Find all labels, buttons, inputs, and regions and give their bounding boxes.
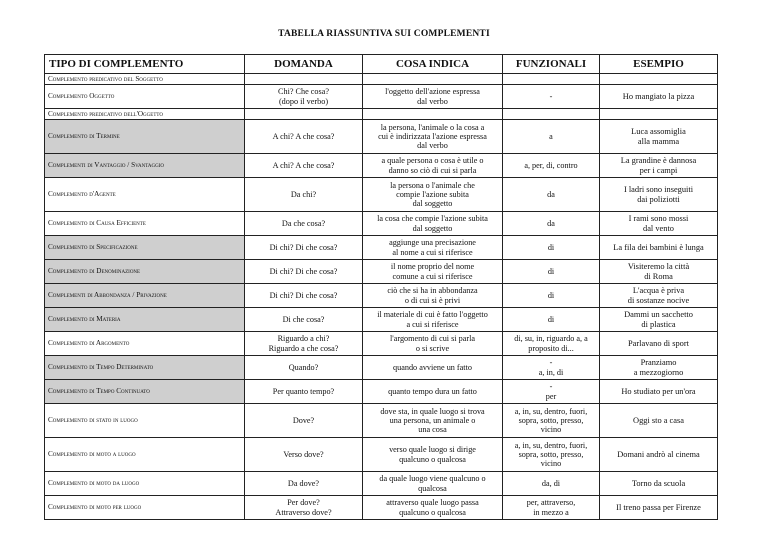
- cell-tipo: Complemento predicativo del Soggetto: [45, 74, 245, 85]
- header-tipo: TIPO DI COMPLEMENTO: [45, 55, 245, 74]
- table-row: [45, 109, 718, 120]
- cell-funzionali: di, su, in, riguardo a, a proposito di...: [503, 332, 600, 356]
- cell-funzionali: [503, 74, 600, 85]
- table-row: [45, 496, 718, 520]
- cell-funzionali: di: [503, 308, 600, 332]
- table-row: [45, 472, 718, 496]
- cell-cosa-indica: a quale persona o cosa è utile o danno so ciò di cui si parla: [363, 154, 503, 178]
- cell-esempio: Parlavano di sport: [600, 332, 718, 356]
- cell-cosa-indica: attraverso quale luogo passa qualcuno o qualcosa: [363, 496, 503, 520]
- header-cosa-indica: COSA INDICA: [363, 55, 503, 74]
- cell-funzionali: - a, in, di: [503, 356, 600, 380]
- cell-tipo: Complemento di Tempo Continuato: [45, 380, 245, 404]
- cell-cosa-indica: quando avviene un fatto: [363, 356, 503, 380]
- table-row: [45, 356, 718, 380]
- cell-tipo: Complemento di moto a luogo: [45, 438, 245, 472]
- cell-cosa-indica: la persona o l'animale che compie l'azione subita dal soggetto: [363, 178, 503, 212]
- cell-cosa-indica: il nome proprio del nome comune a cui si riferisce: [363, 260, 503, 284]
- table-row: [45, 260, 718, 284]
- cell-tipo: Complementi di Vantaggio / Svantaggio: [45, 154, 245, 178]
- cell-domanda: Verso dove?: [245, 438, 363, 472]
- header-funzionali: FUNZIONALI: [503, 55, 600, 74]
- cell-domanda: Di che cosa?: [245, 308, 363, 332]
- cell-esempio: I ladri sono inseguiti dai poliziotti: [600, 178, 718, 212]
- cell-tipo: Complemento Oggetto: [45, 85, 245, 109]
- cell-esempio: La grandine è dannosa per i campi: [600, 154, 718, 178]
- cell-funzionali: -: [503, 85, 600, 109]
- cell-cosa-indica: l'oggetto dell'azione espressa dal verbo: [363, 85, 503, 109]
- cell-tipo: Complemento di Denominazione: [45, 260, 245, 284]
- table-row: [45, 308, 718, 332]
- table-row: [45, 438, 718, 472]
- cell-cosa-indica: [363, 74, 503, 85]
- cell-funzionali: di: [503, 284, 600, 308]
- cell-domanda: Dove?: [245, 404, 363, 438]
- cell-funzionali: da: [503, 178, 600, 212]
- table-row: [45, 178, 718, 212]
- cell-funzionali: per, attraverso, in mezzo a: [503, 496, 600, 520]
- cell-funzionali: a, in, su, dentro, fuori, sopra, sotto, presso, vicino: [503, 438, 600, 472]
- cell-esempio: La fila dei bambini è lunga: [600, 236, 718, 260]
- cell-esempio: [600, 109, 718, 120]
- table-row: [45, 212, 718, 236]
- cell-esempio: Ho studiato per un'ora: [600, 380, 718, 404]
- cell-cosa-indica: ciò che si ha in abbondanza o di cui si è privi: [363, 284, 503, 308]
- cell-esempio: Visiteremo la città di Roma: [600, 260, 718, 284]
- cell-esempio: L'acqua è priva di sostanze nocive: [600, 284, 718, 308]
- cell-esempio: [600, 74, 718, 85]
- cell-esempio: Dammi un sacchetto di plastica: [600, 308, 718, 332]
- cell-tipo: Complemento di Specificazione: [45, 236, 245, 260]
- cell-esempio: Torno da scuola: [600, 472, 718, 496]
- cell-esempio: I rami sono mossi dal vento: [600, 212, 718, 236]
- table-row: [45, 236, 718, 260]
- cell-esempio: Pranziamo a mezzogiorno: [600, 356, 718, 380]
- cell-tipo: Complementi di Abbondanza / Privazione: [45, 284, 245, 308]
- header-domanda: DOMANDA: [245, 55, 363, 74]
- cell-domanda: Da chi?: [245, 178, 363, 212]
- cell-cosa-indica: dove sta, in quale luogo si trova una persona, un animale o una cosa: [363, 404, 503, 438]
- cell-domanda: Di chi? Di che cosa?: [245, 260, 363, 284]
- cell-domanda: Riguardo a chi? Riguardo a che cosa?: [245, 332, 363, 356]
- cell-cosa-indica: quanto tempo dura un fatto: [363, 380, 503, 404]
- cell-funzionali: da, di: [503, 472, 600, 496]
- cell-domanda: [245, 109, 363, 120]
- cell-tipo: Complemento di Materia: [45, 308, 245, 332]
- table-row: [45, 74, 718, 85]
- cell-cosa-indica: la persona, l'animale o la cosa a cui è indirizzata l'azione espressa dal verbo: [363, 120, 503, 154]
- table-row: [45, 332, 718, 356]
- cell-domanda: Da che cosa?: [245, 212, 363, 236]
- table-row: [45, 380, 718, 404]
- cell-tipo: Complemento di moto per luogo: [45, 496, 245, 520]
- cell-esempio: Domani andrò al cinema: [600, 438, 718, 472]
- cell-cosa-indica: da quale luogo viene qualcuno o qualcosa: [363, 472, 503, 496]
- table-row: [45, 120, 718, 154]
- cell-domanda: A chi? A che cosa?: [245, 120, 363, 154]
- cell-funzionali: [503, 109, 600, 120]
- table-row: [45, 85, 718, 109]
- table-header-row: [45, 55, 718, 74]
- cell-tipo: Complemento d'Agente: [45, 178, 245, 212]
- cell-cosa-indica: il materiale di cui è fatto l'oggetto a cui si riferisce: [363, 308, 503, 332]
- cell-esempio: Luca assomiglia alla mamma: [600, 120, 718, 154]
- cell-domanda: Quando?: [245, 356, 363, 380]
- table-row: [45, 404, 718, 438]
- table-row: [45, 284, 718, 308]
- cell-domanda: Per quanto tempo?: [245, 380, 363, 404]
- cell-cosa-indica: l'argomento di cui si parla o si scrive: [363, 332, 503, 356]
- table-body: [45, 74, 718, 520]
- cell-tipo: Complemento di stato in luogo: [45, 404, 245, 438]
- cell-esempio: Ho mangiato la pizza: [600, 85, 718, 109]
- cell-domanda: A chi? A che cosa?: [245, 154, 363, 178]
- cell-funzionali: a, in, su, dentro, fuori, sopra, sotto, presso, vicino: [503, 404, 600, 438]
- cell-domanda: Chi? Che cosa? (dopo il verbo): [245, 85, 363, 109]
- table-row: [45, 154, 718, 178]
- cell-funzionali: a: [503, 120, 600, 154]
- cell-tipo: Complemento di Argomento: [45, 332, 245, 356]
- cell-funzionali: a, per, di, contro: [503, 154, 600, 178]
- document-title: TABELLA RIASSUNTIVA SUI COMPLEMENTI: [278, 29, 490, 39]
- cell-funzionali: di: [503, 236, 600, 260]
- cell-cosa-indica: la cosa che compie l'azione subita dal soggetto: [363, 212, 503, 236]
- cell-tipo: Complemento di Termine: [45, 120, 245, 154]
- cell-tipo: Complemento di Causa Efficiente: [45, 212, 245, 236]
- complementi-table: [44, 54, 718, 520]
- cell-domanda: Di chi? Di che cosa?: [245, 284, 363, 308]
- cell-tipo: Complemento di moto da luogo: [45, 472, 245, 496]
- cell-tipo: Complemento di Tempo Determinato: [45, 356, 245, 380]
- cell-domanda: Di chi? Di che cosa?: [245, 236, 363, 260]
- header-esempio: ESEMPIO: [600, 55, 718, 74]
- cell-domanda: Per dove? Attraverso dove?: [245, 496, 363, 520]
- cell-funzionali: da: [503, 212, 600, 236]
- cell-cosa-indica: [363, 109, 503, 120]
- cell-funzionali: di: [503, 260, 600, 284]
- cell-domanda: Da dove?: [245, 472, 363, 496]
- cell-tipo: Complemento predicativo dell'Oggetto: [45, 109, 245, 120]
- cell-esempio: Oggi sto a casa: [600, 404, 718, 438]
- cell-cosa-indica: verso quale luogo si dirige qualcuno o qualcosa: [363, 438, 503, 472]
- cell-domanda: [245, 74, 363, 85]
- cell-funzionali: - per: [503, 380, 600, 404]
- cell-cosa-indica: aggiunge una precisazione al nome a cui si riferisce: [363, 236, 503, 260]
- cell-esempio: Il treno passa per Firenze: [600, 496, 718, 520]
